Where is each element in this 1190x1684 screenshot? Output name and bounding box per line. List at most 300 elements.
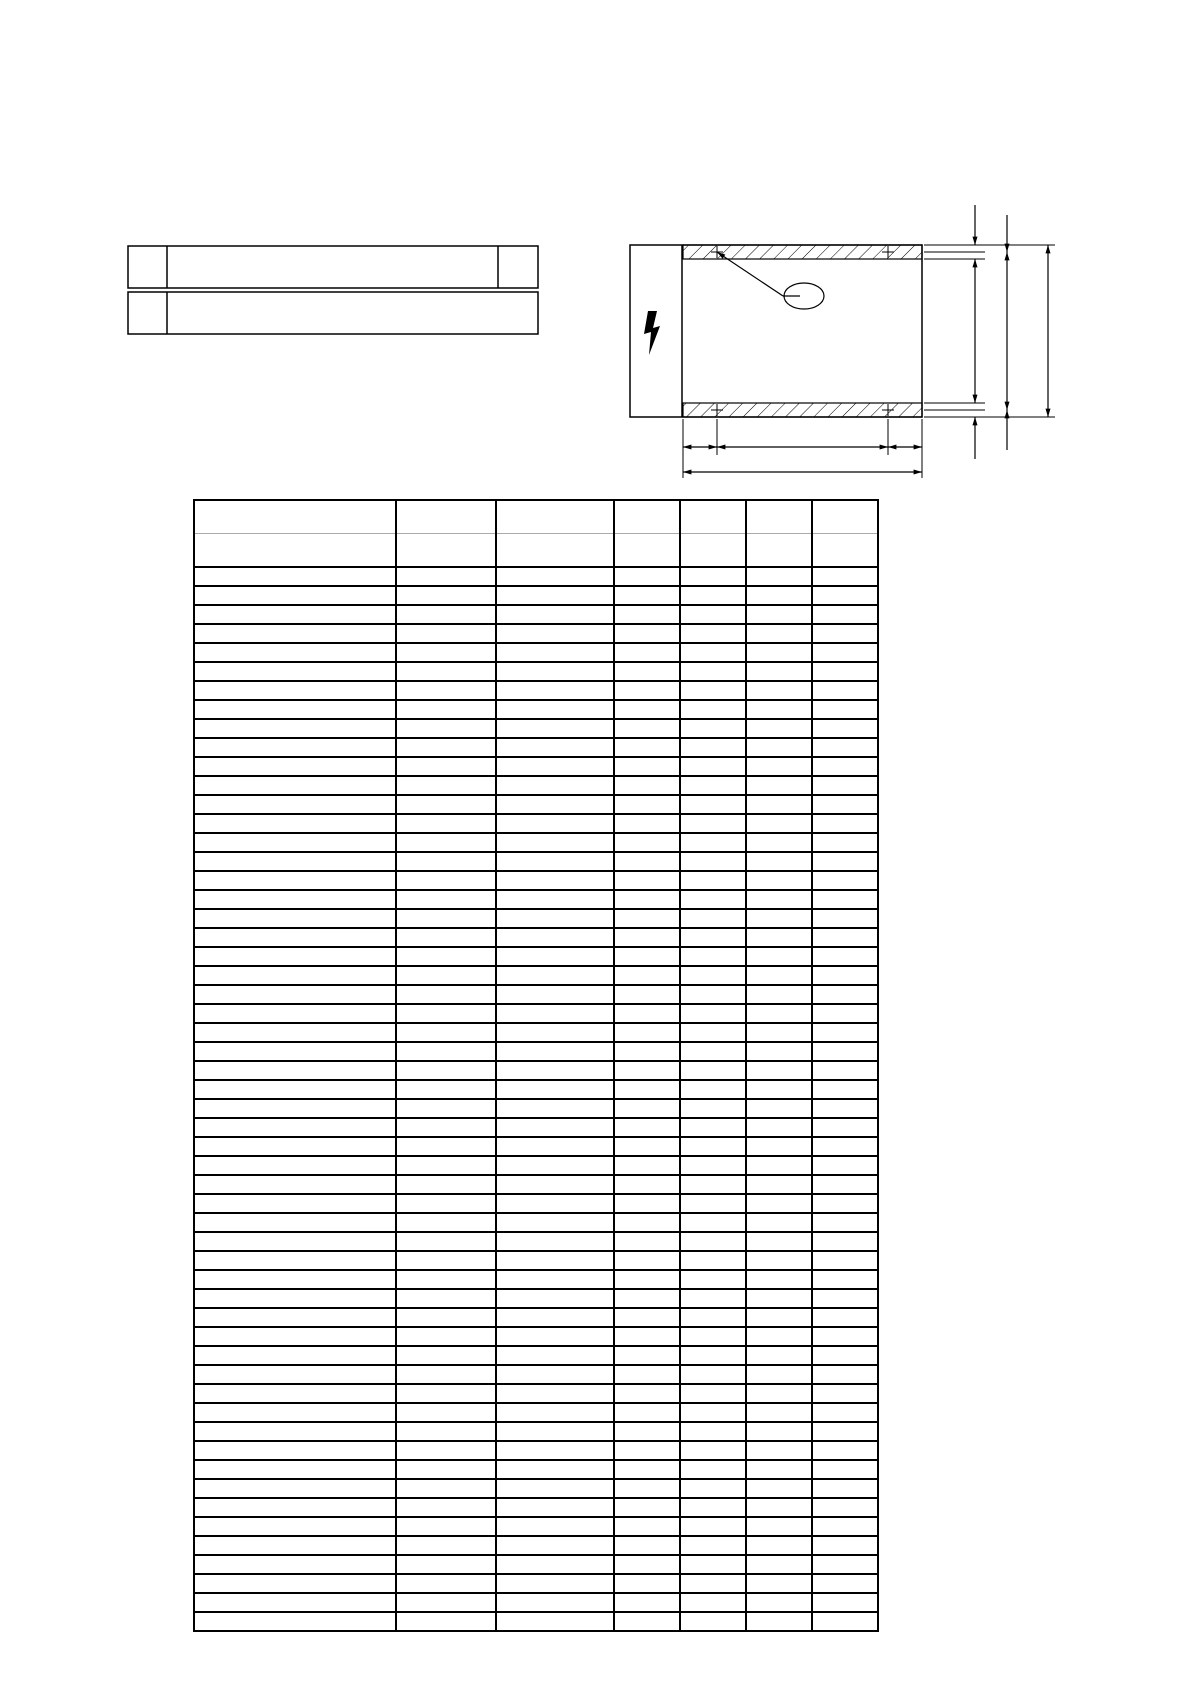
table-cell bbox=[614, 738, 680, 757]
table-cell bbox=[396, 814, 496, 833]
table-cell bbox=[614, 1270, 680, 1289]
table-cell bbox=[496, 928, 614, 947]
table-cell bbox=[194, 1004, 396, 1023]
table-cell bbox=[194, 1156, 396, 1175]
table-cell bbox=[680, 662, 746, 681]
table-cell bbox=[496, 1327, 614, 1346]
table-row bbox=[194, 700, 878, 719]
table-cell bbox=[496, 890, 614, 909]
table-cell bbox=[396, 1365, 496, 1384]
table-cell bbox=[194, 757, 396, 776]
table-cell bbox=[194, 852, 396, 871]
table-cell bbox=[680, 1593, 746, 1612]
high-voltage-icon bbox=[644, 311, 660, 355]
table-cell bbox=[680, 757, 746, 776]
table-cell bbox=[812, 1517, 878, 1536]
table-cell bbox=[194, 1270, 396, 1289]
table-cell bbox=[396, 700, 496, 719]
table-cell bbox=[614, 719, 680, 738]
table-cell bbox=[396, 1118, 496, 1137]
table-cell bbox=[614, 757, 680, 776]
table-cell bbox=[746, 738, 812, 757]
table-cell bbox=[194, 567, 396, 586]
table-row bbox=[194, 1042, 878, 1061]
table-cell bbox=[614, 1555, 680, 1574]
table-row bbox=[194, 1289, 878, 1308]
table-cell bbox=[396, 624, 496, 643]
table-cell bbox=[396, 795, 496, 814]
table-cell bbox=[396, 1156, 496, 1175]
table-row bbox=[194, 1080, 878, 1099]
table-cell bbox=[396, 1593, 496, 1612]
table-cell bbox=[614, 1327, 680, 1346]
table-cell bbox=[680, 1327, 746, 1346]
table-cell bbox=[812, 1099, 878, 1118]
table-cell bbox=[496, 985, 614, 1004]
table-cell bbox=[680, 700, 746, 719]
table-cell bbox=[680, 1118, 746, 1137]
table-cell bbox=[746, 1137, 812, 1156]
table-cell bbox=[396, 871, 496, 890]
table-cell bbox=[614, 1251, 680, 1270]
table-cell bbox=[614, 1574, 680, 1593]
table-cell bbox=[680, 719, 746, 738]
table-cell bbox=[396, 1327, 496, 1346]
table-cell bbox=[194, 1194, 396, 1213]
table-cell bbox=[812, 795, 878, 814]
table-cell bbox=[746, 1023, 812, 1042]
table-cell bbox=[396, 1023, 496, 1042]
table-cell bbox=[746, 1251, 812, 1270]
table-cell bbox=[496, 1536, 614, 1555]
table-cell bbox=[812, 1346, 878, 1365]
table-row bbox=[194, 1403, 878, 1422]
table-cell bbox=[496, 1441, 614, 1460]
table-cell bbox=[812, 1194, 878, 1213]
table-cell bbox=[194, 1327, 396, 1346]
table-cell bbox=[812, 1536, 878, 1555]
table-row bbox=[194, 833, 878, 852]
table-cell bbox=[746, 1270, 812, 1289]
table-cell bbox=[194, 1099, 396, 1118]
table-row bbox=[194, 1498, 878, 1517]
table-row bbox=[194, 1137, 878, 1156]
table-cell bbox=[396, 1308, 496, 1327]
table-row bbox=[194, 567, 878, 586]
table-cell bbox=[746, 947, 812, 966]
table-cell bbox=[396, 1403, 496, 1422]
table-cell bbox=[194, 814, 396, 833]
table-cell bbox=[614, 1422, 680, 1441]
table-cell bbox=[812, 966, 878, 985]
table-row bbox=[194, 719, 878, 738]
table-cell bbox=[396, 567, 496, 586]
table-cell bbox=[614, 567, 680, 586]
table-cell bbox=[496, 500, 614, 534]
table-cell bbox=[496, 1403, 614, 1422]
table-cell bbox=[680, 1403, 746, 1422]
table-row bbox=[194, 928, 878, 947]
table-cell bbox=[746, 833, 812, 852]
table-cell bbox=[680, 1042, 746, 1061]
table-cell bbox=[194, 1289, 396, 1308]
table-cell bbox=[680, 1555, 746, 1574]
table-cell bbox=[496, 738, 614, 757]
table-cell bbox=[396, 947, 496, 966]
table-cell bbox=[496, 871, 614, 890]
table-row bbox=[194, 1422, 878, 1441]
table-cell bbox=[614, 1004, 680, 1023]
table-cell bbox=[614, 643, 680, 662]
table-cell bbox=[396, 1574, 496, 1593]
table-cell bbox=[396, 928, 496, 947]
table-cell bbox=[194, 1042, 396, 1061]
table-cell bbox=[496, 719, 614, 738]
table-cell bbox=[496, 1251, 614, 1270]
table-cell bbox=[812, 1251, 878, 1270]
table-cell bbox=[812, 1555, 878, 1574]
table-cell bbox=[614, 1365, 680, 1384]
table-cell bbox=[746, 1384, 812, 1403]
table-cell bbox=[680, 500, 746, 534]
table-cell bbox=[194, 1403, 396, 1422]
table-cell bbox=[496, 1042, 614, 1061]
table-cell bbox=[680, 833, 746, 852]
table-cell bbox=[812, 1023, 878, 1042]
table-cell bbox=[194, 1593, 396, 1612]
table-cell bbox=[194, 1479, 396, 1498]
table-cell bbox=[614, 1175, 680, 1194]
table-cell bbox=[614, 1156, 680, 1175]
table-cell bbox=[746, 1061, 812, 1080]
table-row bbox=[194, 662, 878, 681]
table-cell bbox=[680, 1194, 746, 1213]
table-cell bbox=[396, 909, 496, 928]
table-row bbox=[194, 1593, 878, 1612]
table-cell bbox=[194, 681, 396, 700]
table-cell bbox=[746, 1365, 812, 1384]
table-cell bbox=[812, 1479, 878, 1498]
table-cell bbox=[614, 1441, 680, 1460]
table-row bbox=[194, 871, 878, 890]
table-cell bbox=[746, 1175, 812, 1194]
table-cell bbox=[614, 890, 680, 909]
table-cell bbox=[496, 1365, 614, 1384]
table-body bbox=[194, 500, 878, 1631]
table-row bbox=[194, 624, 878, 643]
table-cell bbox=[496, 1270, 614, 1289]
table-cell bbox=[812, 1365, 878, 1384]
table-cell bbox=[746, 1346, 812, 1365]
table-cell bbox=[614, 1061, 680, 1080]
table-cell bbox=[680, 1023, 746, 1042]
table-cell bbox=[680, 567, 746, 586]
table-cell bbox=[680, 1460, 746, 1479]
table-cell bbox=[614, 1593, 680, 1612]
table-cell bbox=[746, 966, 812, 985]
table-cell bbox=[680, 605, 746, 624]
table-cell bbox=[746, 776, 812, 795]
table-cell bbox=[496, 1593, 614, 1612]
table-cell bbox=[812, 1156, 878, 1175]
table-cell bbox=[614, 586, 680, 605]
table-row bbox=[194, 1213, 878, 1232]
table-cell bbox=[194, 1308, 396, 1327]
table-cell bbox=[496, 1004, 614, 1023]
table-cell bbox=[496, 1384, 614, 1403]
table-cell bbox=[396, 1099, 496, 1118]
table-cell bbox=[812, 643, 878, 662]
table-cell bbox=[396, 738, 496, 757]
table-row bbox=[194, 1232, 878, 1251]
table-cell bbox=[746, 1213, 812, 1232]
table-cell bbox=[194, 586, 396, 605]
data-table bbox=[193, 499, 879, 1632]
table-cell bbox=[680, 1099, 746, 1118]
table-cell bbox=[680, 1080, 746, 1099]
table-cell bbox=[496, 1346, 614, 1365]
table-cell bbox=[496, 776, 614, 795]
table-row bbox=[194, 1175, 878, 1194]
table-cell bbox=[496, 1194, 614, 1213]
table-cell bbox=[396, 1080, 496, 1099]
table-cell bbox=[680, 1574, 746, 1593]
table-cell bbox=[680, 1061, 746, 1080]
table-row bbox=[194, 1365, 878, 1384]
table-cell bbox=[812, 1612, 878, 1631]
table-cell bbox=[680, 1536, 746, 1555]
table-cell bbox=[680, 890, 746, 909]
table-cell bbox=[746, 1004, 812, 1023]
table-cell bbox=[614, 985, 680, 1004]
table-cell bbox=[614, 966, 680, 985]
table-cell bbox=[496, 757, 614, 776]
table-cell bbox=[812, 700, 878, 719]
table-cell bbox=[680, 1441, 746, 1460]
table-cell bbox=[496, 643, 614, 662]
table-cell bbox=[680, 966, 746, 985]
table-cell bbox=[614, 1232, 680, 1251]
table-cell bbox=[194, 1422, 396, 1441]
table-cell bbox=[812, 681, 878, 700]
table-cell bbox=[746, 795, 812, 814]
table-row bbox=[194, 1517, 878, 1536]
table-cell bbox=[680, 985, 746, 1004]
table-cell bbox=[194, 719, 396, 738]
table-cell bbox=[396, 1441, 496, 1460]
table-cell bbox=[496, 1118, 614, 1137]
table-cell bbox=[812, 534, 878, 568]
table-cell bbox=[496, 966, 614, 985]
table-cell bbox=[396, 1061, 496, 1080]
table-cell bbox=[746, 1517, 812, 1536]
table-cell bbox=[680, 1213, 746, 1232]
table-cell bbox=[812, 1384, 878, 1403]
table-row bbox=[194, 1061, 878, 1080]
table-cell bbox=[496, 1099, 614, 1118]
table-row bbox=[194, 757, 878, 776]
table-cell bbox=[812, 1441, 878, 1460]
table-cell bbox=[680, 643, 746, 662]
table-cell bbox=[614, 662, 680, 681]
table-cell bbox=[614, 1042, 680, 1061]
table-cell bbox=[614, 1403, 680, 1422]
table-cell bbox=[680, 1137, 746, 1156]
table-cell bbox=[680, 814, 746, 833]
table-cell bbox=[812, 1042, 878, 1061]
table-cell bbox=[614, 833, 680, 852]
table-cell bbox=[614, 1536, 680, 1555]
table-cell bbox=[194, 605, 396, 624]
table-cell bbox=[496, 1498, 614, 1517]
table-cell bbox=[680, 1365, 746, 1384]
table-cell bbox=[396, 833, 496, 852]
table-cell bbox=[812, 1498, 878, 1517]
table-cell bbox=[396, 1346, 496, 1365]
table-cell bbox=[746, 1042, 812, 1061]
table-cell bbox=[496, 1080, 614, 1099]
table-cell bbox=[396, 1612, 496, 1631]
table-cell bbox=[680, 534, 746, 568]
table-row bbox=[194, 1308, 878, 1327]
table-cell bbox=[746, 1289, 812, 1308]
component-outline bbox=[630, 245, 922, 417]
table-cell bbox=[194, 1612, 396, 1631]
table-cell bbox=[680, 776, 746, 795]
table-cell bbox=[496, 909, 614, 928]
table-cell bbox=[396, 852, 496, 871]
table-cell bbox=[496, 567, 614, 586]
table-cell bbox=[812, 928, 878, 947]
table-cell bbox=[194, 1460, 396, 1479]
table-cell bbox=[812, 1232, 878, 1251]
table-cell bbox=[396, 1137, 496, 1156]
table-cell bbox=[680, 1156, 746, 1175]
table-cell bbox=[812, 1080, 878, 1099]
table-cell bbox=[396, 681, 496, 700]
table-cell bbox=[746, 871, 812, 890]
table-cell bbox=[194, 795, 396, 814]
table-cell bbox=[680, 1422, 746, 1441]
table-cell bbox=[194, 700, 396, 719]
table-cell bbox=[746, 662, 812, 681]
table-row bbox=[194, 586, 878, 605]
table-row bbox=[194, 985, 878, 1004]
table-cell bbox=[614, 776, 680, 795]
table-row bbox=[194, 1536, 878, 1555]
table-cell bbox=[194, 1517, 396, 1536]
table-cell bbox=[496, 624, 614, 643]
table-cell bbox=[746, 643, 812, 662]
table-cell bbox=[812, 1574, 878, 1593]
table-header-row bbox=[194, 500, 878, 534]
table-cell bbox=[194, 966, 396, 985]
table-cell bbox=[194, 1536, 396, 1555]
table-row bbox=[194, 605, 878, 624]
table-cell bbox=[812, 1137, 878, 1156]
table-cell bbox=[680, 1384, 746, 1403]
table-cell bbox=[194, 947, 396, 966]
vertical-dimensions bbox=[975, 205, 1048, 459]
table-cell bbox=[396, 1004, 496, 1023]
table-cell bbox=[194, 776, 396, 795]
table-cell bbox=[396, 719, 496, 738]
table-cell bbox=[496, 1289, 614, 1308]
table-cell bbox=[680, 738, 746, 757]
table-cell bbox=[194, 1023, 396, 1042]
table-cell bbox=[396, 1251, 496, 1270]
table-cell bbox=[746, 1574, 812, 1593]
table-cell bbox=[746, 1555, 812, 1574]
table-cell bbox=[496, 1308, 614, 1327]
table-header-row bbox=[194, 534, 878, 568]
table-cell bbox=[746, 1194, 812, 1213]
table-cell bbox=[194, 1251, 396, 1270]
title-block-upper bbox=[128, 246, 538, 288]
table-cell bbox=[812, 1403, 878, 1422]
table-cell bbox=[496, 1422, 614, 1441]
table-cell bbox=[680, 1612, 746, 1631]
table-cell bbox=[812, 909, 878, 928]
table-cell bbox=[496, 833, 614, 852]
table-cell bbox=[614, 605, 680, 624]
table-cell bbox=[746, 534, 812, 568]
table-row bbox=[194, 814, 878, 833]
table-cell bbox=[396, 643, 496, 662]
table-cell bbox=[746, 852, 812, 871]
table-cell bbox=[496, 534, 614, 568]
table-cell bbox=[496, 1137, 614, 1156]
table-cell bbox=[746, 719, 812, 738]
table-cell bbox=[194, 1080, 396, 1099]
table-cell bbox=[396, 985, 496, 1004]
table-cell bbox=[680, 586, 746, 605]
table-cell bbox=[812, 1308, 878, 1327]
table-cell bbox=[812, 833, 878, 852]
table-cell bbox=[194, 1574, 396, 1593]
table-cell bbox=[496, 700, 614, 719]
table-cell bbox=[812, 624, 878, 643]
table-cell bbox=[680, 1308, 746, 1327]
table-cell bbox=[194, 1384, 396, 1403]
table-cell bbox=[194, 738, 396, 757]
table-cell bbox=[496, 1156, 614, 1175]
table-cell bbox=[496, 852, 614, 871]
table-cell bbox=[614, 1137, 680, 1156]
horizontal-dimensions bbox=[683, 447, 922, 472]
table-row bbox=[194, 1004, 878, 1023]
table-cell bbox=[614, 1479, 680, 1498]
table-row bbox=[194, 643, 878, 662]
table-cell bbox=[396, 890, 496, 909]
table-cell bbox=[812, 871, 878, 890]
table-cell bbox=[396, 1213, 496, 1232]
table-cell bbox=[812, 1118, 878, 1137]
table-cell bbox=[194, 1498, 396, 1517]
table-cell bbox=[680, 1232, 746, 1251]
table-cell bbox=[194, 909, 396, 928]
table-cell bbox=[746, 1498, 812, 1517]
table-cell bbox=[812, 738, 878, 757]
table-cell bbox=[614, 624, 680, 643]
table-row bbox=[194, 738, 878, 757]
table-row bbox=[194, 909, 878, 928]
table-cell bbox=[614, 1612, 680, 1631]
table-cell bbox=[614, 871, 680, 890]
table-row bbox=[194, 1327, 878, 1346]
table-cell bbox=[194, 1365, 396, 1384]
table-row bbox=[194, 795, 878, 814]
